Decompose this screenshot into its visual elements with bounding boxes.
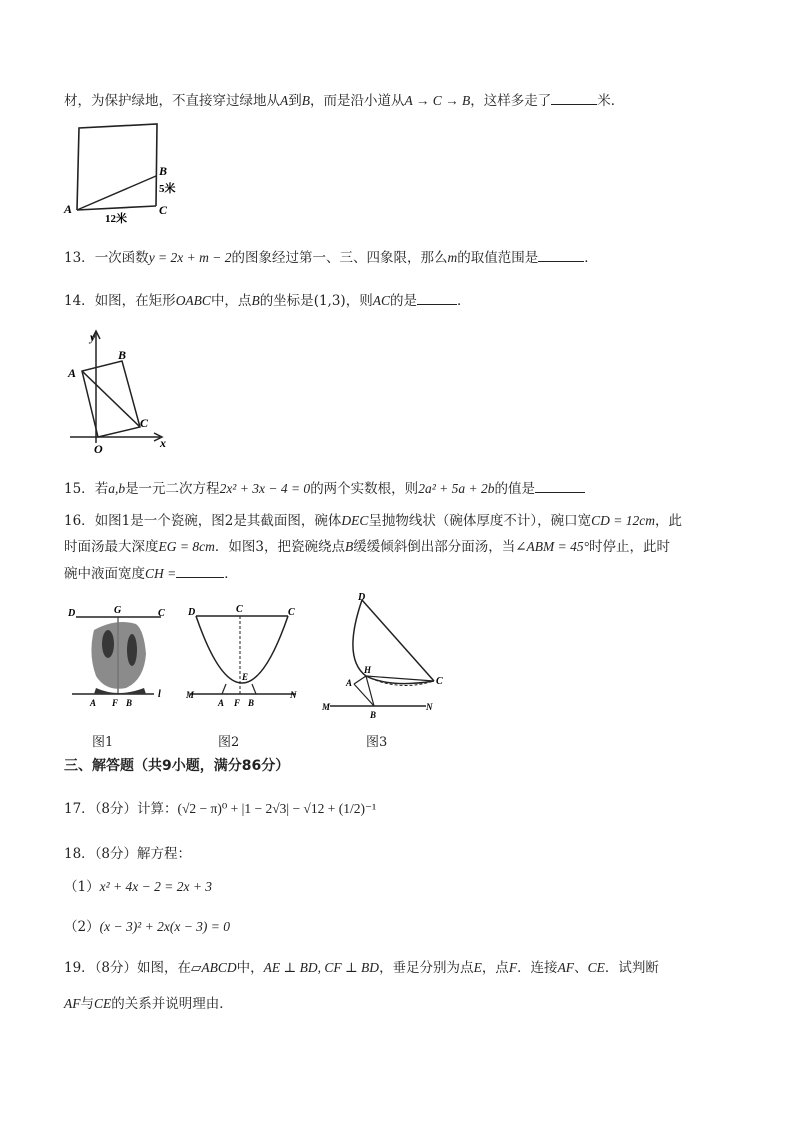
section-3-heading: 三、解答题（共9小题，满分86分） xyxy=(64,758,290,774)
q18-part-2-equation: (x − 3)² + 2x(x − 3) = 0 xyxy=(99,919,231,934)
q13-var-m: m xyxy=(447,250,458,265)
q19-text-4: ．连接 xyxy=(517,960,558,976)
q12-line xyxy=(64,90,624,111)
q15-roots: a,b xyxy=(108,481,126,496)
q19-segment-ce: CE xyxy=(587,960,605,975)
q16-text-2b: ．如图3，把瓷碗绕点 xyxy=(214,539,345,555)
q16-fig3-label-n: N xyxy=(426,702,433,712)
q16-end: ． xyxy=(224,566,238,582)
q16-caption-2: 图2 xyxy=(218,735,240,750)
q12-point-a: A xyxy=(280,93,289,108)
q14-segment-ac: AC xyxy=(372,293,390,308)
q16-fig3-label-b: B xyxy=(370,710,377,720)
q16-ch: CH = xyxy=(145,566,177,581)
q13-line xyxy=(64,247,598,268)
q16-fig2-label-c-top: C xyxy=(236,604,243,615)
q19-score: （8分） xyxy=(94,960,138,976)
q19-line-1 xyxy=(64,958,659,978)
q16-fig2-label-m: M xyxy=(186,690,195,700)
q16-fig2-label-d: D xyxy=(188,607,196,618)
q16-fig1-label-l: l xyxy=(158,689,161,700)
q15-answer-blank[interactable] xyxy=(535,478,585,493)
q16-bowl-photo xyxy=(91,622,146,689)
q18-part-1-number: （1） xyxy=(64,879,100,895)
q16-curve-dec: DEC xyxy=(341,513,369,528)
q13-text-2: 的图象经过第一、三、四象限，那么 xyxy=(231,250,448,266)
q16-fig3-label-c: C xyxy=(436,676,443,687)
q12-answer-blank[interactable] xyxy=(551,90,597,105)
q16-width-cd: CD = 12cm xyxy=(591,513,655,528)
q12-to: 到 xyxy=(288,93,302,109)
q16-line-2 xyxy=(64,537,670,557)
q16-fig1-label-g: G xyxy=(114,605,122,616)
q13-text-3: 的取值范围是 xyxy=(457,250,539,266)
q19-text-3: ，垂足分别为点 xyxy=(379,960,474,976)
q16-text-1a: 如图1是一个瓷碗，图2是其截面图，碗体 xyxy=(94,513,342,529)
q18-line xyxy=(64,844,191,864)
q16-fig1-label-f: F xyxy=(112,698,119,708)
q15-number: 15． xyxy=(64,481,95,497)
q16-answer-blank[interactable] xyxy=(176,563,224,578)
q16-fig2-label-c: C xyxy=(288,607,295,618)
q12-path: A → C → B xyxy=(404,93,471,108)
q12-text-4: 米． xyxy=(597,93,625,109)
q16-fig2-label-f: F xyxy=(234,698,241,708)
q12-fig-label-a: A xyxy=(64,202,73,216)
q19-point-f: F xyxy=(508,960,518,975)
q16-fig3-label-h: H xyxy=(364,665,372,675)
q13-equation: y = 2x + m − 2 xyxy=(148,250,232,265)
q18-label: 解方程： xyxy=(137,846,192,862)
q12-text-1: 材，为保护绿地，不直接穿过绿地从 xyxy=(64,93,280,109)
q15-expression: 2a² + 5a + 2b xyxy=(418,481,495,496)
q16-point-b: B xyxy=(344,539,354,554)
q14-coord: (1,3) xyxy=(313,293,346,309)
q19-point-e: E xyxy=(473,960,482,975)
q13-number: 13． xyxy=(64,250,95,266)
q14-text-2: 中，点 xyxy=(210,293,252,309)
q14-fig-label-o: O xyxy=(94,442,103,455)
q16-figure-2 xyxy=(184,602,304,710)
q13-answer-blank[interactable] xyxy=(538,247,584,262)
q16-fig2-label-e: E xyxy=(242,672,249,682)
q18-number: 18． xyxy=(64,846,95,862)
q16-number: 16． xyxy=(64,513,95,529)
q18-part-1-equation: x² + 4x − 2 = 2x + 3 xyxy=(99,879,213,894)
q16-fig1-label-d: D xyxy=(68,608,76,619)
q14-fig-label-b: B xyxy=(118,348,127,362)
q16-caption-3: 图3 xyxy=(366,735,388,750)
q14-fig-label-c: C xyxy=(140,416,149,430)
q12-text-2: ，而是沿小道从 xyxy=(310,93,405,109)
q15-text-1: 若 xyxy=(94,481,109,497)
q16-fig2-label-a: A xyxy=(218,698,225,708)
q14-fig-label-x: x xyxy=(160,436,166,450)
q17-number: 17． xyxy=(64,801,95,817)
q15-equation: 2x² + 3x − 4 = 0 xyxy=(219,481,311,496)
q16-figure-1 xyxy=(66,602,176,710)
q15-text-3: 的两个实数根，则 xyxy=(310,481,419,497)
q18-part-1 xyxy=(64,877,212,897)
q16-line-1 xyxy=(64,511,682,531)
q19-text-5: ．试判断 xyxy=(604,960,659,976)
q14-number: 14． xyxy=(64,293,95,309)
q19-condition: AE ⊥ BD, CF ⊥ BD xyxy=(263,960,380,975)
q19-number: 19． xyxy=(64,960,95,976)
q18-part-2-number: （2） xyxy=(64,919,100,935)
q16-line-3 xyxy=(64,563,238,584)
q16-text-1c: ，此 xyxy=(654,513,682,529)
q12-text-3: ，这样多走了 xyxy=(470,93,552,109)
q17-expression: (√2 − π)⁰ + |1 − 2√3| − √12 + (1/2)⁻¹ xyxy=(177,801,377,816)
q16-fig3-label-m: M xyxy=(322,702,331,712)
q12-fig-len-ac: 12米 xyxy=(105,213,127,225)
q15-text-4: 的值是 xyxy=(494,481,535,497)
q14-text-5: 的是 xyxy=(389,293,417,309)
q19-text-1: 如图，在 xyxy=(137,960,192,976)
q14-line xyxy=(64,290,470,311)
q19-text-7: 的关系并说明理由． xyxy=(111,996,233,1012)
q16-text-2c: 缓缓倾斜倒出部分面汤，当 xyxy=(353,539,516,555)
q14-end: ． xyxy=(456,293,471,309)
q13-text-1: 一次函数 xyxy=(94,250,149,266)
q17-score: （8分） xyxy=(94,801,138,817)
q14-fig-label-a: A xyxy=(68,366,77,380)
q16-fig3-label-d: D xyxy=(358,592,366,603)
q14-point-b: B xyxy=(251,293,260,308)
q16-text-2d: 时停止，此时 xyxy=(589,539,671,555)
q16-fig2-label-n: N xyxy=(290,690,297,700)
q16-text-1b: 呈抛物线状（碗体厚度不计），碗口宽 xyxy=(368,513,592,529)
q12-fig-label-b: B xyxy=(159,164,168,178)
q16-fig1-label-b: B xyxy=(126,698,133,708)
q16-fig1-label-a: A xyxy=(90,698,97,708)
q18-score: （8分） xyxy=(94,846,138,862)
q14-fig-label-y: y xyxy=(90,330,96,344)
q19-sep: ，点 xyxy=(481,960,509,976)
q19-segment-af-2: AF xyxy=(64,996,81,1011)
q12-fig-len-bc: 5米 xyxy=(159,183,176,195)
q16-caption-1: 图1 xyxy=(92,735,114,750)
q14-text-3: 的坐标是 xyxy=(259,293,314,309)
q16-fig3-label-a: A xyxy=(346,678,353,688)
q12-point-b: B xyxy=(301,93,310,108)
q16-figure-3 xyxy=(318,588,448,720)
q14-figure xyxy=(60,325,180,455)
q12-figure xyxy=(60,118,190,228)
q19-line-2 xyxy=(64,994,233,1014)
q15-line xyxy=(64,478,585,499)
q14-answer-blank[interactable] xyxy=(417,290,457,305)
q17-line xyxy=(64,792,376,826)
q16-text-2a: 时面汤最大深度 xyxy=(64,539,159,555)
q16-fig2-label-b: B xyxy=(248,698,255,708)
q18-part-2 xyxy=(64,917,230,937)
q19-segment-ce-2: CE xyxy=(94,996,112,1011)
q19-segment-af: AF xyxy=(557,960,575,975)
q19-text-2: 中， xyxy=(236,960,264,976)
q13-end: ． xyxy=(584,250,598,266)
q17-label: 计算： xyxy=(137,801,178,817)
q14-rect-name: OABC xyxy=(175,293,211,308)
q12-fig-label-c: C xyxy=(159,203,168,217)
q16-fig1-label-c: C xyxy=(158,608,165,619)
q19-parallelogram: ▱ABCD xyxy=(191,960,237,975)
q19-dun: 、 xyxy=(574,960,588,976)
q14-text-4: ，则 xyxy=(345,293,373,309)
q16-depth-eg: EG = 8cm xyxy=(158,539,215,554)
q16-text-3a: 碗中液面宽度 xyxy=(64,566,145,582)
q16-angle: ∠ABM = 45° xyxy=(515,539,590,554)
q14-text-1: 如图，在矩形 xyxy=(94,293,176,309)
q15-text-2: 是一元二次方程 xyxy=(125,481,220,497)
q19-text-6: 与 xyxy=(80,996,94,1012)
